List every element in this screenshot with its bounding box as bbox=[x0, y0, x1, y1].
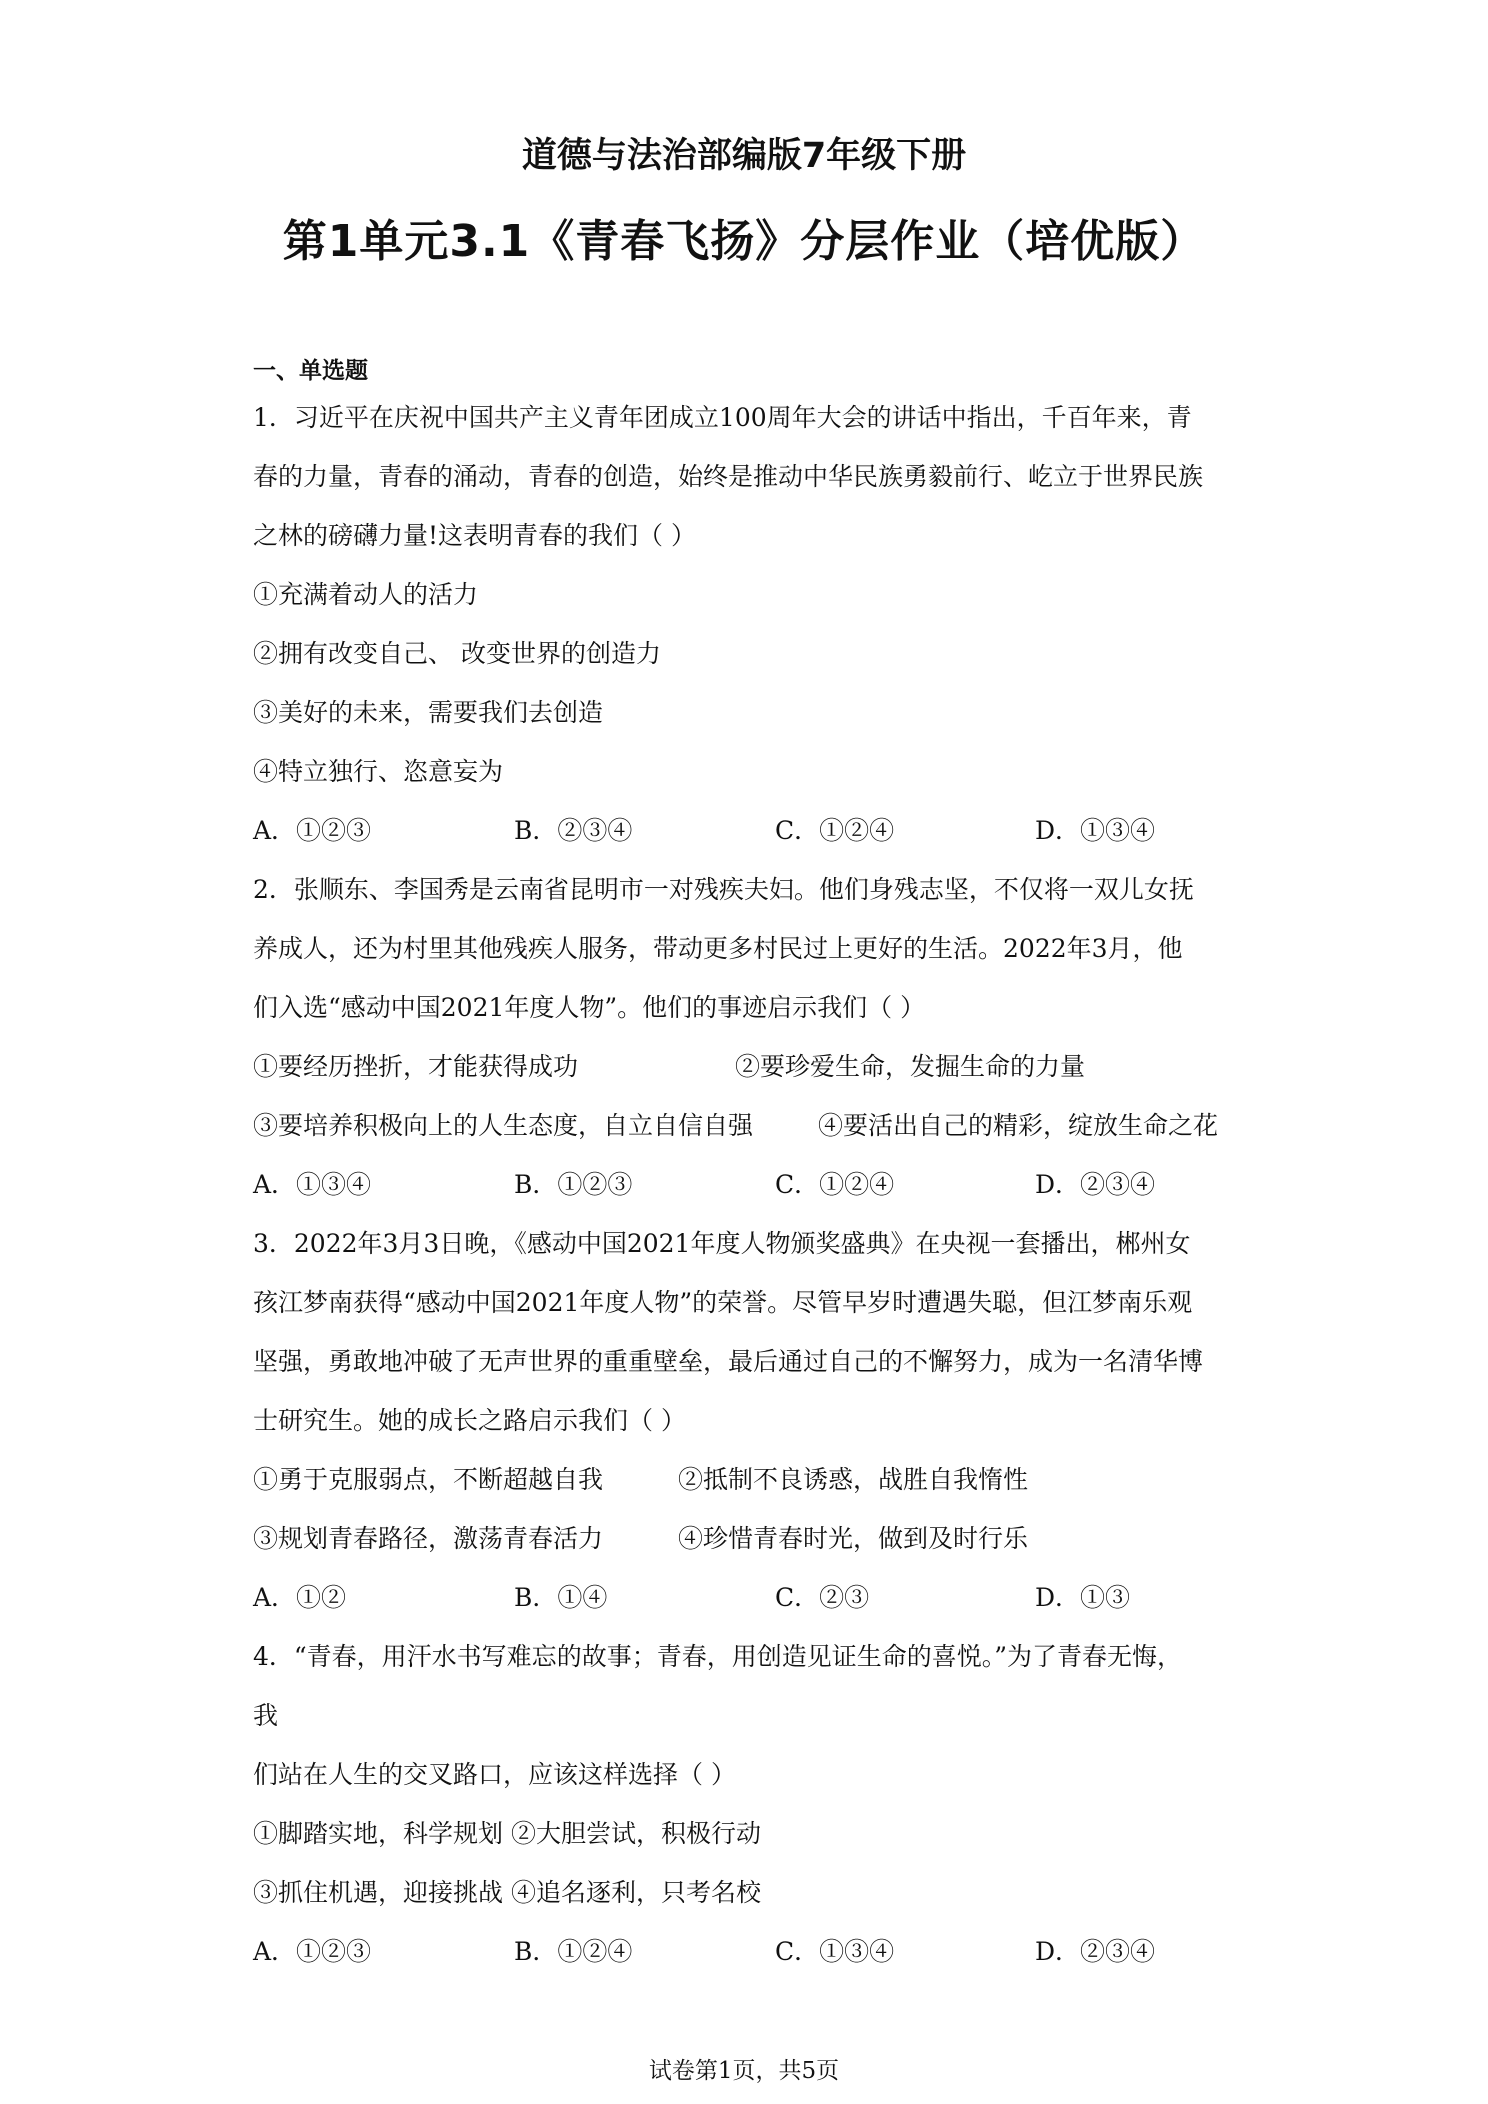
q1-option-b[interactable]: B．②③④ bbox=[514, 816, 633, 845]
title-line-2: 第1单元3.1《青春飞扬》分层作业（培优版） bbox=[282, 216, 1206, 267]
title-line-1: 道德与法治部编版7年级下册 bbox=[521, 136, 967, 176]
q3-option-d[interactable]: D．①③ bbox=[1035, 1583, 1131, 1612]
q3-option-a[interactable]: A．①② bbox=[253, 1583, 347, 1612]
q1-stem-line: 之林的磅礴力量!这表明青春的我们（ ） bbox=[253, 521, 696, 550]
q4-item: ③抓住机遇，迎接挑战 ④追名逐利，只考名校 bbox=[253, 1878, 761, 1907]
q4-option-d[interactable]: D．②③④ bbox=[1035, 1937, 1156, 1966]
q1-item: ①充满着动人的活力 bbox=[253, 580, 479, 609]
q1-item: ④特立独行、恣意妄为 bbox=[253, 757, 504, 786]
page-footer: 试卷第1页，共5页 bbox=[648, 2058, 840, 2084]
q2-stem-line: 们入选“感动中国2021年度人物”。他们的事迹启示我们（ ） bbox=[253, 993, 926, 1022]
q2-item: ②要珍爱生命，发掘生命的力量 bbox=[735, 1052, 1086, 1081]
section-heading: 一、单选题 bbox=[253, 358, 368, 384]
q3-stem-line: 士研究生。她的成长之路启示我们（ ） bbox=[253, 1406, 686, 1435]
q3-item: ②抵制不良诱惑，战胜自我惰性 bbox=[678, 1465, 1029, 1494]
q1-stem-line: 春的力量，青春的涌动，青春的创造，始终是推动中华民族勇毅前行、屹立于世界民族 bbox=[253, 462, 1204, 491]
q4-stem-line: 们站在人生的交叉路口，应该这样选择（ ） bbox=[253, 1760, 736, 1789]
q1-stem-line: 1．习近平在庆祝中国共产主义青年团成立100周年大会的讲话中指出，千百年来，青 bbox=[253, 403, 1192, 432]
q4-option-b[interactable]: B．①②④ bbox=[514, 1937, 633, 1966]
q3-option-b[interactable]: B．①④ bbox=[514, 1583, 608, 1612]
q2-item: ④要活出自己的精彩，绽放生命之花 bbox=[818, 1111, 1219, 1140]
q2-stem-line: 2．张顺东、李国秀是云南省昆明市一对残疾夫妇。他们身残志坚，不仅将一双儿女抚 bbox=[253, 875, 1194, 904]
q2-option-c[interactable]: C．①②④ bbox=[775, 1170, 895, 1199]
q1-item: ③美好的未来，需要我们去创造 bbox=[253, 698, 604, 727]
q4-option-a[interactable]: A．①②③ bbox=[253, 1937, 372, 1966]
q3-item: ④珍惜青春时光，做到及时行乐 bbox=[678, 1524, 1029, 1553]
q1-option-d[interactable]: D．①③④ bbox=[1035, 816, 1156, 845]
q2-option-a[interactable]: A．①③④ bbox=[253, 1170, 372, 1199]
q4-item: ①脚踏实地，科学规划 ②大胆尝试，积极行动 bbox=[253, 1819, 761, 1848]
q1-item: ②拥有改变自己、 改变世界的创造力 bbox=[253, 639, 661, 668]
q2-item: ③要培养积极向上的人生态度，自立自信自强 bbox=[253, 1111, 754, 1140]
q3-stem-line: 孩江梦南获得“感动中国2021年度人物”的荣誉。尽管早岁时遭遇失聪，但江梦南乐观 bbox=[253, 1288, 1193, 1317]
q2-option-b[interactable]: B．①②③ bbox=[514, 1170, 633, 1199]
q3-stem-line: 坚强，勇敢地冲破了无声世界的重重壁垒，最后通过自己的不懈努力，成为一名清华博 bbox=[253, 1347, 1204, 1376]
q3-stem-line: 3．2022年3月3日晚，《感动中国2021年度人物颁奖盛典》在央视一套播出，郴州女 bbox=[253, 1229, 1191, 1258]
q3-item: ①勇于克服弱点，不断超越自我 bbox=[253, 1465, 604, 1494]
q2-item: ①要经历挫折，才能获得成功 bbox=[253, 1052, 579, 1081]
q1-option-c[interactable]: C．①②④ bbox=[775, 816, 895, 845]
q2-option-d[interactable]: D．②③④ bbox=[1035, 1170, 1156, 1199]
q3-option-c[interactable]: C．②③ bbox=[775, 1583, 870, 1612]
q4-option-c[interactable]: C．①③④ bbox=[775, 1937, 895, 1966]
q4-stem-line: 4．“青春，用汗水书写难忘的故事；青春，用创造见证生命的喜悦。”为了青春无悔， bbox=[253, 1642, 1182, 1671]
q2-stem-line: 养成人，还为村里其他残疾人服务，带动更多村民过上更好的生活。2022年3月，他 bbox=[253, 934, 1183, 963]
q4-stem-line: 我 bbox=[253, 1701, 279, 1730]
q3-item: ③规划青春路径，激荡青春活力 bbox=[253, 1524, 604, 1553]
q1-option-a[interactable]: A．①②③ bbox=[253, 816, 372, 845]
